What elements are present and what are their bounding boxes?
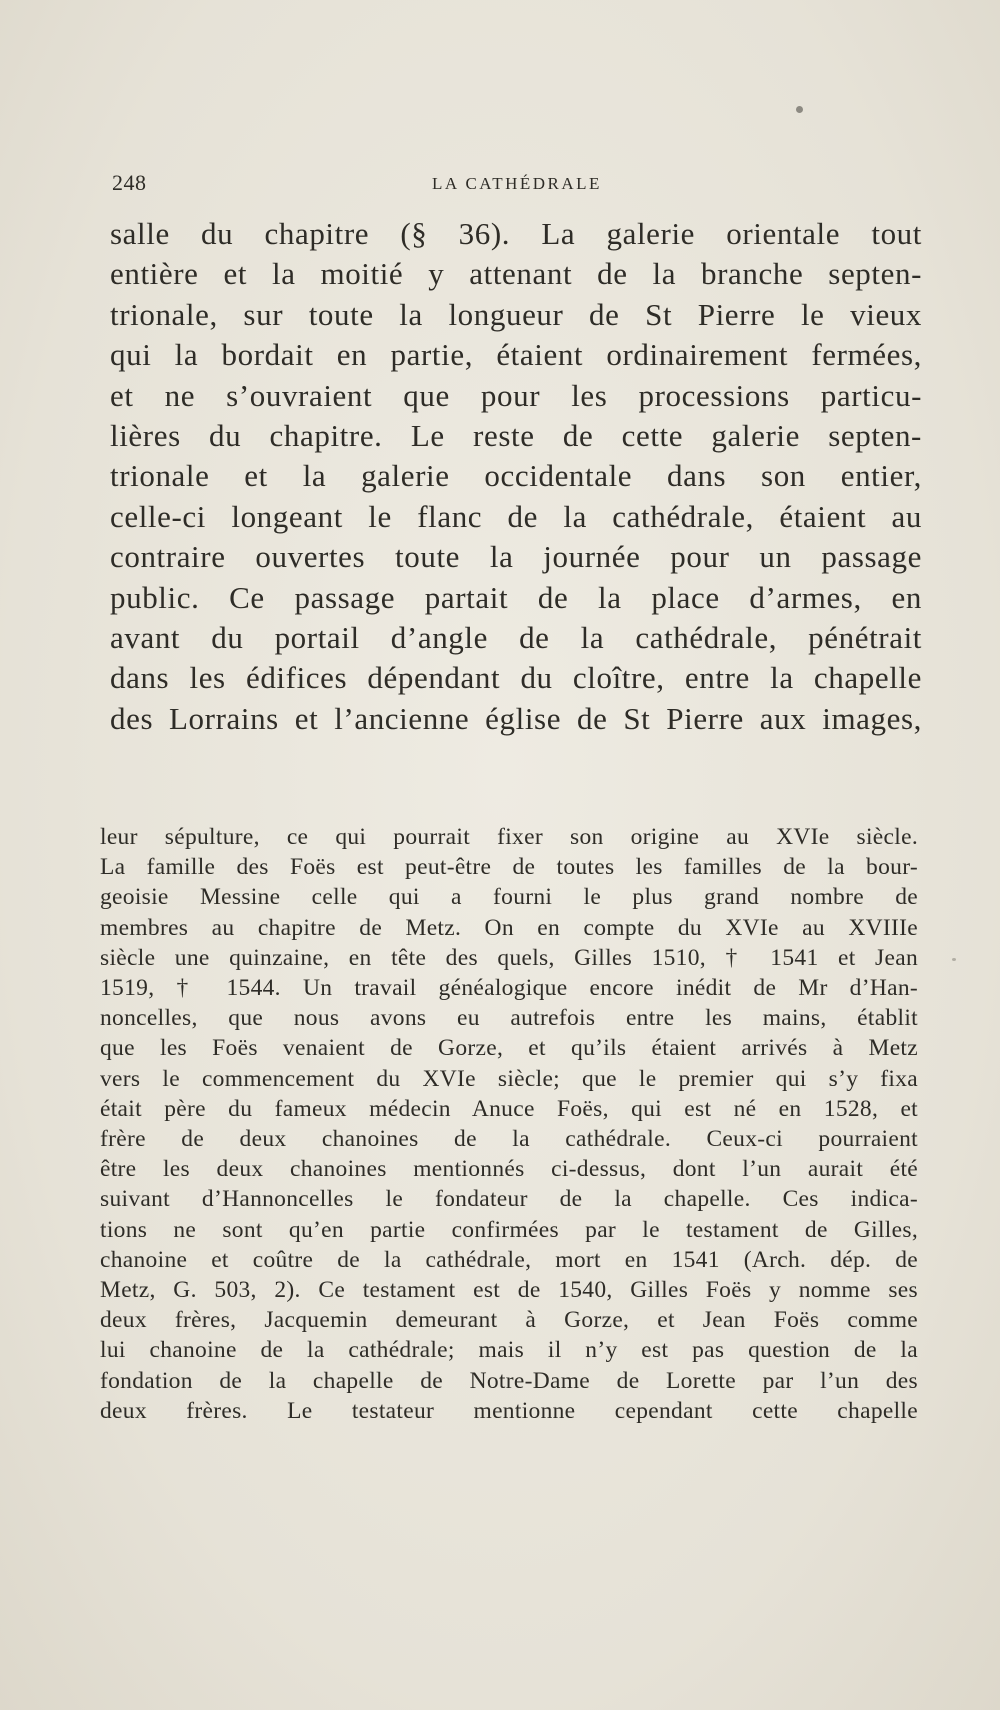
footnote-line: suivant d’Hannoncelles le fondateur de la chapelle. Ces indica- — [100, 1186, 918, 1213]
footnote-line: geoisie Messine celle qui a fourni le plus grand nombre de — [100, 884, 918, 911]
main-text-line: entière et la moitié y attenant de la branche septen- — [110, 256, 922, 292]
footnote-line: Metz, G. 503, 2). Ce testament est de 1540, Gilles Foës y nomme ses — [100, 1277, 918, 1304]
main-text-line: et ne s’ouvraient que pour les processions particu- — [110, 377, 922, 413]
footnote-line: être les deux chanoines mentionnés ci-dessus, dont l’un aurait été — [100, 1156, 918, 1183]
footnote-line: fondation de la chapelle de Notre-Dame de Lorette par l’un des — [100, 1367, 918, 1394]
footnote-line: que les Foës venaient de Gorze, et qu’ils étaient arrivés à Metz — [100, 1035, 918, 1062]
main-text-line: avant du portail d’angle de la cathédrale, pénétrait — [110, 620, 922, 656]
main-text-line: trionale, sur toute la longueur de St Pierre le vieux — [110, 296, 922, 332]
footnote — [100, 822, 918, 1426]
footnote-line: membres au chapitre de Metz. On en compte du XVIe au XVIIIe — [100, 914, 918, 941]
footnote-line: deux frères. Le testateur mentionne cependant cette chapelle — [100, 1397, 918, 1424]
ink-speck — [952, 958, 956, 961]
main-text-line: celle-ci longeant le flanc de la cathédrale, étaient au — [110, 498, 922, 534]
footnote-line: siècle une quinzaine, en tête des quels, Gilles 1510, † 1541 et Jean — [100, 944, 918, 971]
footnote-line: noncelles, que nous avons eu autrefois entre les mains, établit — [100, 1005, 918, 1032]
footnote-line: vers le commencement du XVIe siècle; que le premier qui s’y fixa — [100, 1065, 918, 1092]
main-text-line: trionale et la galerie occidentale dans son entier, — [110, 458, 922, 494]
footnote-line: deux frères, Jacquemin demeurant à Gorze, et Jean Foës comme — [100, 1307, 918, 1334]
main-text-line: des Lorrains et l’ancienne église de St Pierre aux images, — [110, 700, 922, 736]
ink-spot — [796, 106, 803, 113]
main-text-line: dans les édifices dépendant du cloître, entre la chapelle — [110, 660, 922, 696]
footnote-line: 1519, † 1544. Un travail généalogique encore inédit de Mr d’Han- — [100, 975, 918, 1002]
footnote-line: était père du fameux médecin Anuce Foës, qui est né en 1528, et — [100, 1095, 918, 1122]
page-number: 248 — [112, 170, 147, 195]
footnote-line: frère de deux chanoines de la cathédrale. Ceux-ci pourraient — [100, 1126, 918, 1153]
footnote-line: leur sépulture, ce qui pourrait fixer son origine au XVIe siècle. — [100, 824, 918, 850]
main-text-line: lières du chapitre. Le reste de cette galerie septen- — [110, 418, 922, 454]
main-text-line: public. Ce passage partait de la place d’armes, en — [110, 579, 922, 615]
main-text-line: contraire ouvertes toute la journée pour un passage — [110, 539, 922, 575]
running-head: LA CATHÉDRALE — [432, 174, 602, 193]
footnote-line: lui chanoine de la cathédrale; mais il n’y est pas question de la — [100, 1337, 918, 1364]
main-text — [110, 214, 922, 739]
footnote-line: chanoine et coûtre de la cathédrale, mort en 1541 (Arch. dép. de — [100, 1246, 918, 1273]
main-text-line: salle du chapitre (§ 36). La galerie orientale tout — [110, 216, 922, 251]
footnote-line: La famille des Foës est peut-être de toutes les familles de la bour- — [100, 854, 918, 881]
page-header — [112, 170, 922, 200]
main-text-line: qui la bordait en partie, étaient ordinairement fermées, — [110, 337, 922, 373]
footnote-line: tions ne sont qu’en partie confirmées par le testament de Gilles, — [100, 1216, 918, 1243]
